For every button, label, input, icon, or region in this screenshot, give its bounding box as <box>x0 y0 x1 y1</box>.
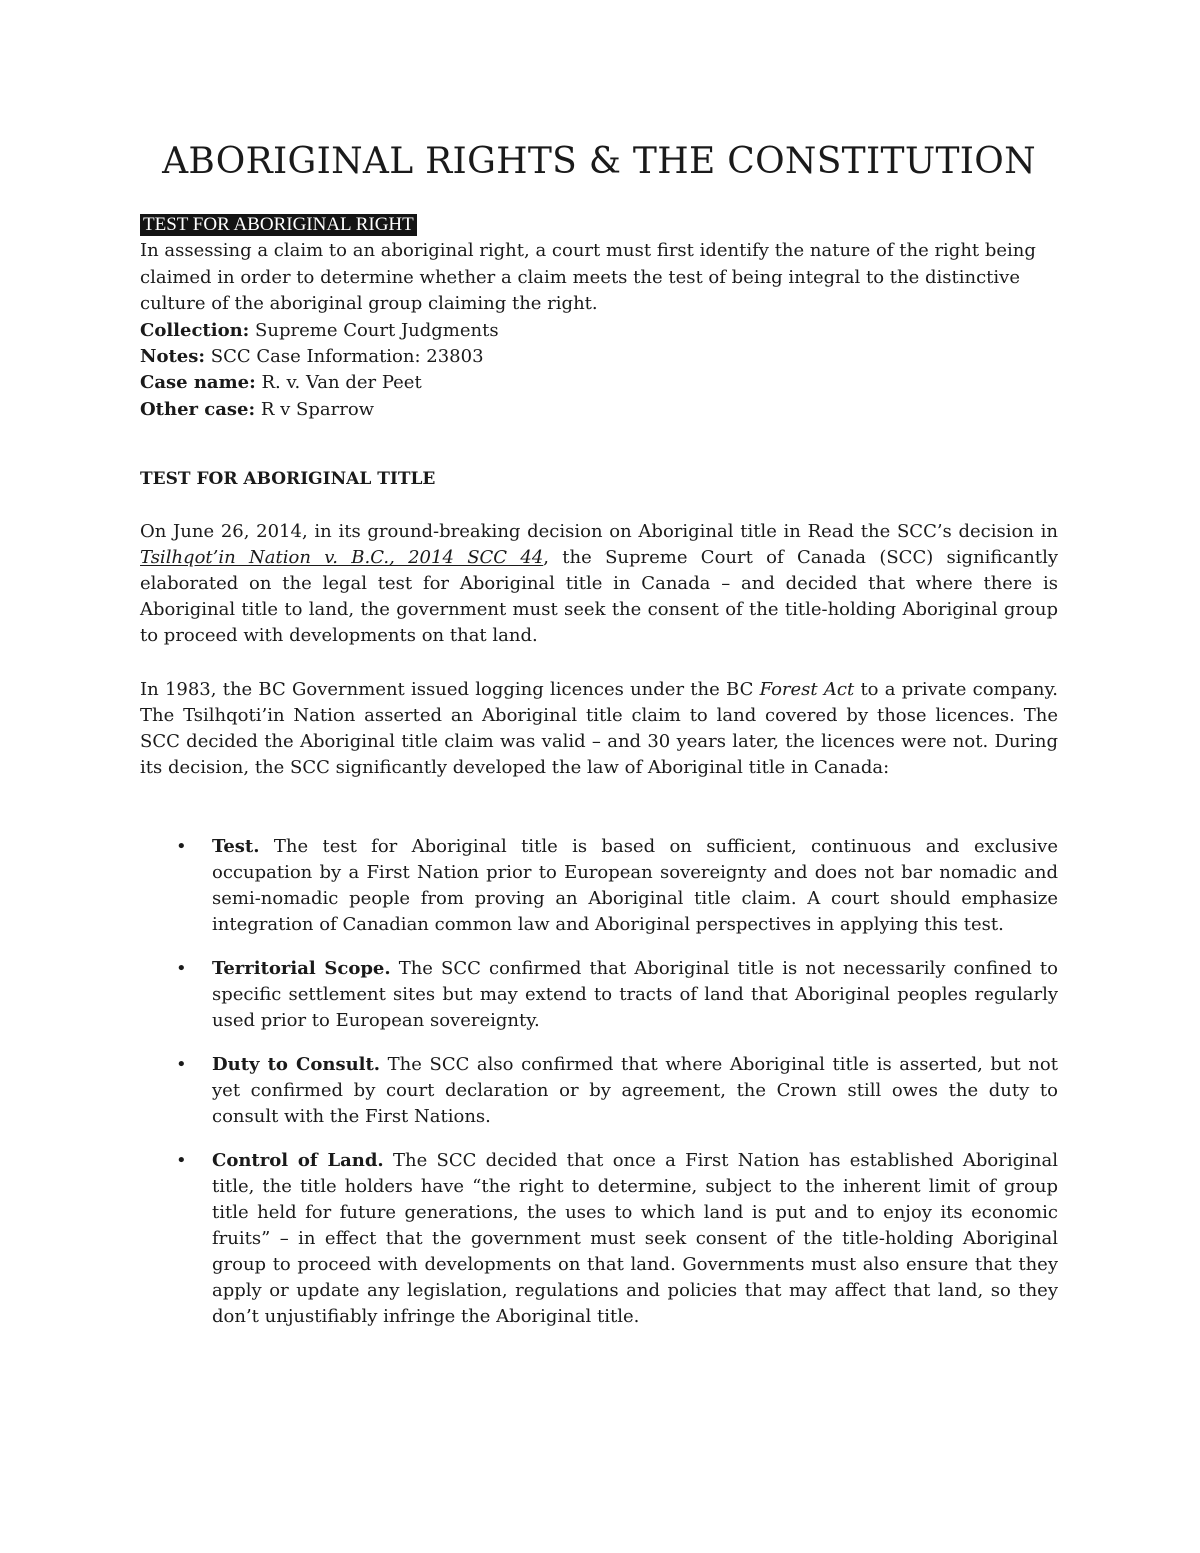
meta-label: Notes: <box>140 346 206 368</box>
list-item <box>140 834 1058 938</box>
case-link[interactable]: Tsilhqot’in Nation v. B.C., 2014 SCC 44 <box>140 547 544 568</box>
aboriginal-right-paragraph: In assessing a claim to an aboriginal right, a court must first identify the nature of the right being claimed in order to determine whether a claim meets the test of being integral to the distinctive culture of the aboriginal group claiming the right. <box>140 240 1036 315</box>
meta-label: Case name: <box>140 372 256 394</box>
paragraph-text: In 1983, the BC Government issued logging licences under the BC <box>140 679 760 700</box>
meta-value: R. v. Van der Peet <box>261 372 422 394</box>
bullet-label: Control of Land. <box>212 1150 384 1171</box>
paragraph-text: , the Supreme Court of Canada (SCC) significantly elaborated on the legal test for Aboriginal title in Canada – and decided that where there is Aboriginal title to land, the government must seek the consent of the title-holding Aboriginal group to proceed with developments on that land. <box>140 547 1058 646</box>
bullet-icon: • <box>176 1150 187 1171</box>
bullet-label: Territorial Scope. <box>212 958 391 979</box>
meta-other-case <box>140 397 1058 423</box>
meta-case-name <box>140 370 1058 396</box>
logging-licence-paragraph <box>140 677 1058 781</box>
list-item <box>140 1148 1058 1330</box>
tsilhqotin-paragraph <box>140 519 1058 649</box>
bullet-label: Test. <box>212 836 260 857</box>
bullet-text: The SCC decided that once a First Nation has established Aboriginal title, the title holders have “the right to determine, subject to the inherent limit of group title held for future generations, the uses to which land is put and to enjoy its economic fruits” – in effect that the government must seek consent of the title-holding Aboriginal group to proceed with developments on that land. Governments must also ensure that they apply or update any legislation, regulations and policies that may affect that land, so they don’t unjustifiably infringe the Aboriginal title. <box>212 1150 1058 1327</box>
meta-label: Other case: <box>140 398 256 420</box>
paragraph-text: to a private company. The Tsilhqoti’in Nation asserted an Aboriginal title claim to land covered by those licences. The SCC decided the Aboriginal title claim was valid – and 30 years later, the licences were not. During its decision, the SCC significantly developed the law of Aboriginal title in Canada: <box>140 679 1058 778</box>
title-principles-list <box>140 834 1058 1348</box>
bullet-icon: • <box>176 836 187 857</box>
bullet-text: The test for Aboriginal title is based on sufficient, continuous and exclusive occupation by a First Nation prior to European sovereignty and does not bar nomadic and semi-nomadic people from proving an Aboriginal title claim. A court should emphasize integration of Canadian common law and Aboriginal perspectives in applying this test. <box>212 836 1058 935</box>
list-item <box>140 956 1058 1034</box>
meta-notes <box>140 344 1058 370</box>
meta-label: Collection: <box>140 319 250 341</box>
meta-collection <box>140 318 1058 344</box>
paragraph-text: On June 26, 2014, in its ground-breaking decision on Aboriginal title in Read the SCC’s decision in <box>140 521 1058 542</box>
meta-value: R v Sparrow <box>260 398 375 420</box>
forest-act-title: Forest Act <box>759 679 855 700</box>
meta-value: Supreme Court Judgments <box>255 319 499 341</box>
meta-value: SCC Case Information: 23803 <box>210 346 484 368</box>
bullet-icon: • <box>176 958 187 979</box>
list-item <box>140 1052 1058 1130</box>
bullet-label: Duty to Consult. <box>212 1054 381 1075</box>
document-title: ABORIGINAL RIGHTS & THE CONSTITUTION <box>162 141 1036 182</box>
bullet-text: The SCC confirmed that Aboriginal title is not necessarily confined to specific settlement sites but may extend to tracts of land that Aboriginal peoples regularly used prior to European sovereignty. <box>212 958 1058 1031</box>
aboriginal-right-section <box>140 212 1058 423</box>
highlighted-heading: TEST FOR ABORIGINAL RIGHT <box>140 214 417 236</box>
aboriginal-title-heading: TEST FOR ABORIGINAL TITLE <box>140 469 436 489</box>
bullet-icon: • <box>176 1054 187 1075</box>
bullet-text: The SCC also confirmed that where Aboriginal title is asserted, but not yet confirmed by court declaration or by agreement, the Crown still owes the duty to consult with the First Nations. <box>212 1054 1058 1127</box>
